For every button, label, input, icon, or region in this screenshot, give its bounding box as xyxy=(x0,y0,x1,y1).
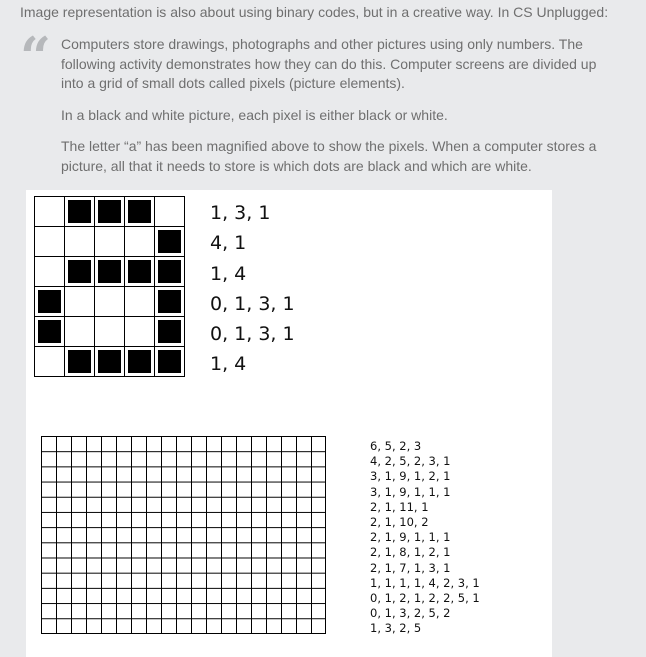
code-line: 2, 1, 10, 2 xyxy=(370,515,429,530)
pixel-row xyxy=(35,347,185,377)
letter-a-codes xyxy=(210,198,295,380)
pixel-white xyxy=(125,227,155,257)
pixel-black xyxy=(155,347,185,377)
pixel-black xyxy=(65,197,95,227)
code-line: 2, 1, 9, 1, 1, 1 xyxy=(370,530,451,545)
code-line: 6, 5, 2, 3 xyxy=(370,439,422,453)
blank-pixel-grid xyxy=(41,436,326,634)
quote-mark-icon: “ xyxy=(20,25,48,89)
pixel-black xyxy=(125,257,155,287)
code-line: 4, 2, 5, 2, 3, 1 xyxy=(370,454,451,469)
pixel-black xyxy=(155,317,185,347)
code-line: 0, 1, 3, 1 xyxy=(210,292,295,315)
pixel-white xyxy=(125,317,155,347)
quote-paragraph-3: The letter “a” has been magnified above to show the pixels. When a computer stores a picture, all that it needs to store is which dots are black and which are white. xyxy=(61,138,597,174)
pixel-white xyxy=(65,287,95,317)
pixel-black xyxy=(155,257,185,287)
pixel-white xyxy=(95,317,125,347)
pixel-white xyxy=(65,317,95,347)
intro-text: Image representation is also about using binary codes, but in a creative way. In CS Unplugged: xyxy=(20,4,609,20)
pixel-white xyxy=(35,257,65,287)
pixel-white xyxy=(35,227,65,257)
pixel-white xyxy=(35,347,65,377)
pixel-black xyxy=(35,317,65,347)
code-line: 2, 1, 8, 1, 2, 1 xyxy=(370,545,451,560)
code-line: 1, 3, 1 xyxy=(210,202,271,224)
pixel-white xyxy=(125,287,155,317)
pixel-white xyxy=(95,287,125,317)
pixel-row xyxy=(35,287,185,317)
code-line: 0, 1, 3, 1 xyxy=(210,323,295,346)
pixel-white xyxy=(35,197,65,227)
pixel-row xyxy=(35,317,185,347)
pixel-white xyxy=(95,227,125,257)
code-line: 2, 1, 11, 1 xyxy=(370,499,429,514)
pixel-black xyxy=(95,347,125,377)
pixel-row xyxy=(35,227,185,257)
pixel-figure xyxy=(26,190,552,657)
pixel-black xyxy=(65,257,95,287)
letter-a-pixel-grid xyxy=(34,196,185,377)
code-line: 1, 4 xyxy=(210,262,247,285)
pixel-black xyxy=(35,287,65,317)
pixel-black xyxy=(65,347,95,377)
pixel-white xyxy=(65,227,95,257)
pixel-black xyxy=(95,197,125,227)
pixel-row xyxy=(35,257,185,287)
blockquote xyxy=(61,35,616,188)
code-line: 3, 1, 9, 1, 2, 1 xyxy=(370,469,451,484)
code-line: 0, 1, 2, 1, 2, 2, 5, 1 xyxy=(370,591,480,606)
pixel-black xyxy=(125,347,155,377)
code-line: 1, 1, 1, 1, 4, 2, 3, 1 xyxy=(370,575,480,590)
pixel-black xyxy=(155,227,185,257)
code-line: 1, 3, 2, 5 xyxy=(370,621,422,636)
pixel-black xyxy=(155,287,185,317)
quote-paragraph-1: Computers store drawings, photographs and other pictures using only numbers. The following activity demonstrates how they can do this. Computer screens are divided up into a grid of small dots called pixels (picture elements). xyxy=(61,36,597,91)
code-line: 0, 1, 3, 2, 5, 2 xyxy=(370,606,451,621)
code-line: 4, 1 xyxy=(210,232,247,255)
exercise-codes xyxy=(370,439,480,637)
quote-paragraph-2: In a black and white picture, each pixel is either black or white. xyxy=(61,106,448,123)
code-line: 3, 1, 9, 1, 1, 1 xyxy=(370,484,451,499)
code-line: 2, 1, 7, 1, 3, 1 xyxy=(370,560,451,575)
pixel-black xyxy=(95,257,125,287)
code-line: 1, 4 xyxy=(210,353,247,376)
pixel-white xyxy=(155,197,185,227)
pixel-row xyxy=(35,197,185,227)
pixel-black xyxy=(125,197,155,227)
